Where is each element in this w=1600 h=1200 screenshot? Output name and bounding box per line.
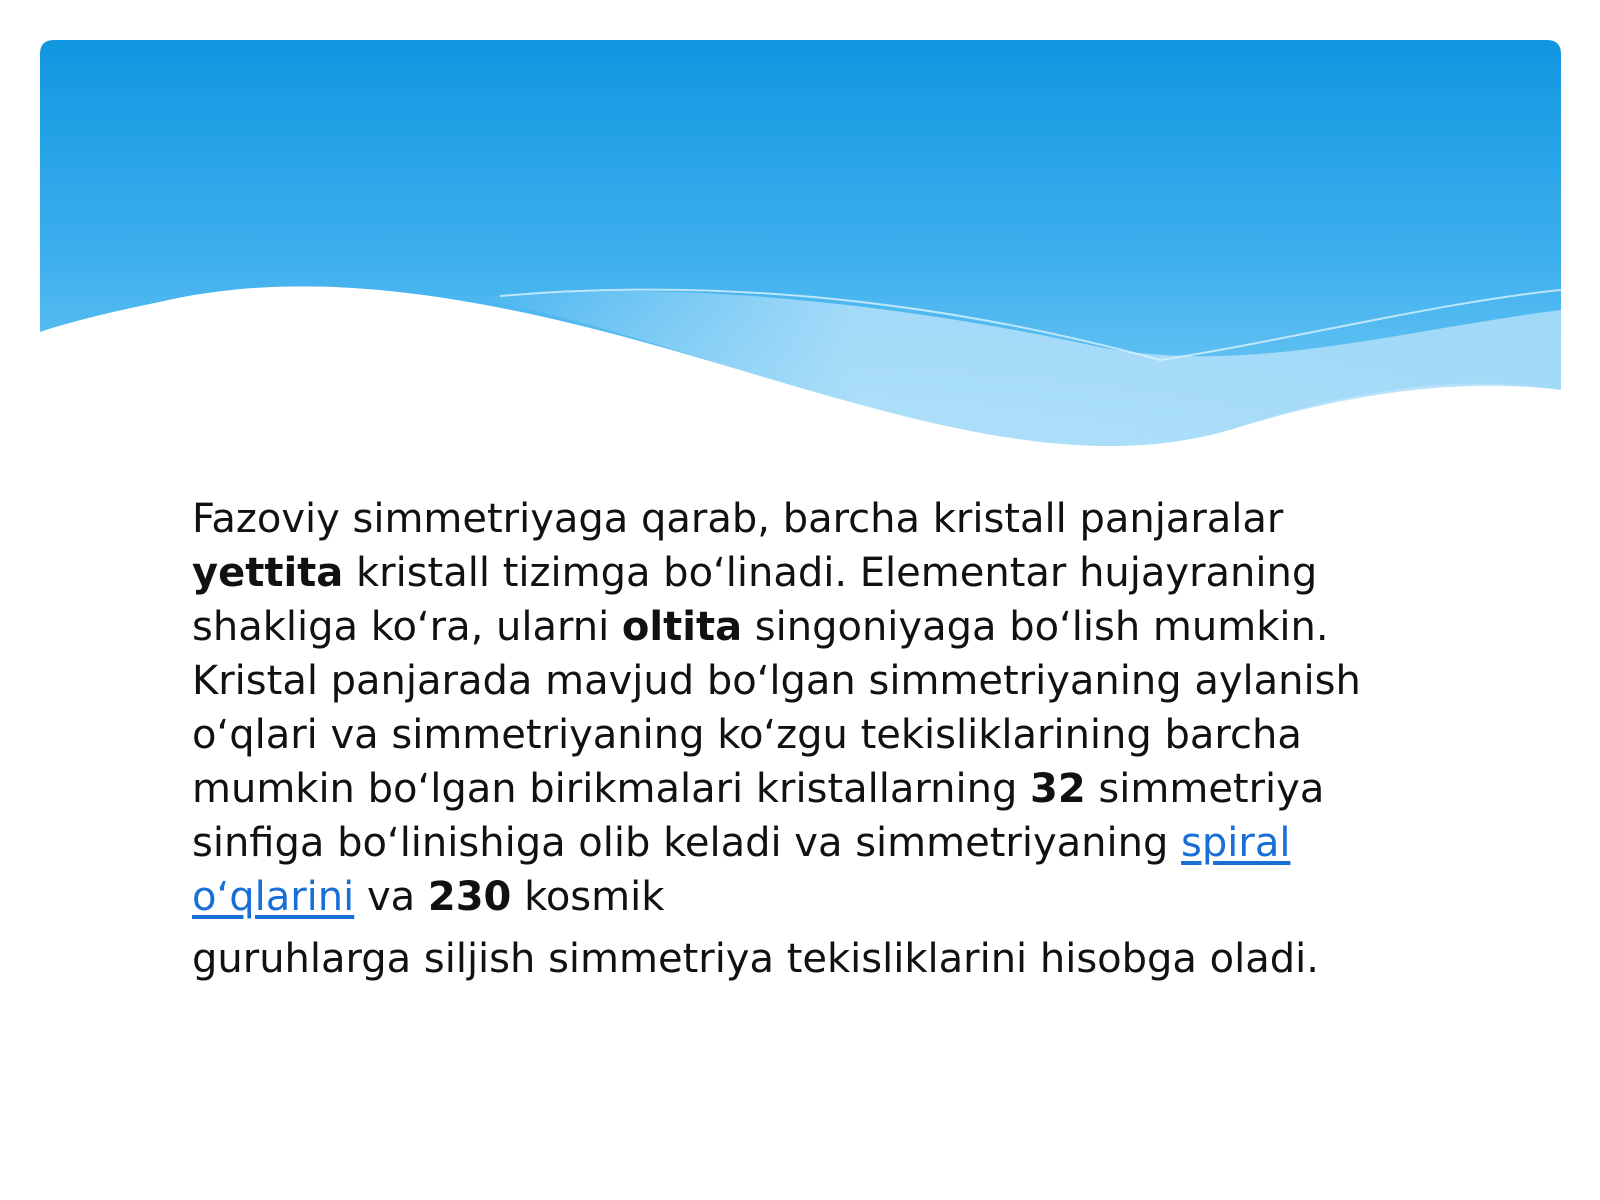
bold-term-oltita: oltita [621,604,743,650]
bold-term-yettita: yettita [192,550,344,596]
bold-number-32: 32 [1030,766,1086,812]
spiral-axes-link[interactable]: spiral oʻqlarini [192,820,1291,920]
text-segment: singoniyaga boʻlish mumkin. Kristal panjarada mavjud boʻlgan simmetriyaning aylanish oʻqlari va simmetriyaning koʻzgu tekisliklarining barcha mumkin boʻlgan birikmalari kristallarning [192,604,1361,812]
body-paragraph [192,492,1432,986]
text-segment-last-line: guruhlarga siljish simmetriya tekisliklarini hisobga oladi. [192,936,1319,982]
text-segment: kosmik [511,874,665,920]
text-segment: va [354,874,428,920]
bold-number-230: 230 [427,874,512,920]
text-segment: simmetriya sinfiga boʻlinishiga olib keladi va simmetriyaning [192,766,1325,866]
header-wave-banner [40,40,1561,460]
wave-graphic [40,40,1561,460]
text-segment: kristall tizimga boʻlinadi. Elementar hujayraning shakliga koʻra, ularni [192,550,1318,650]
text-segment: Fazoviy simmetriyaga qarab, barcha kristall panjaralar [192,496,1284,542]
